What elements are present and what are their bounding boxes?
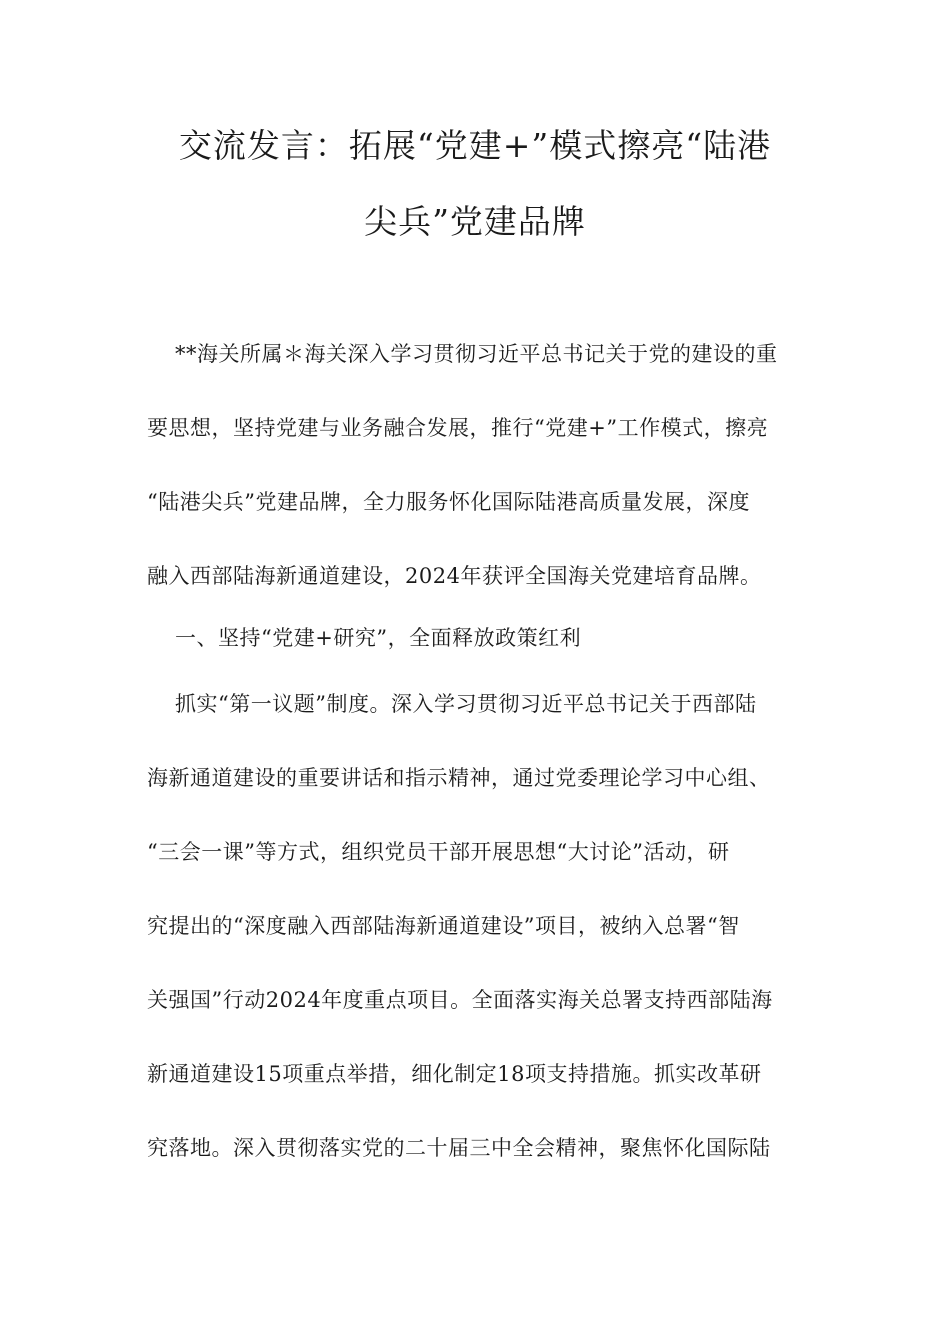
paragraph-line: **海关所属＊海关深入学习贯彻习近平总书记关于党的建设的重 (175, 342, 778, 366)
paragraph-line: 究提出的“深度融入西部陆海新通道建设”项目，被纳入总署“智 (147, 914, 740, 938)
paragraph-line: 抓实“第一议题”制度。深入学习贯彻习近平总书记关于西部陆 (175, 692, 757, 716)
paragraph-line: “陆港尖兵”党建品牌，全力服务怀化国际陆港高质量发展，深度 (147, 490, 750, 514)
paragraph-line: 融入西部陆海新通道建设，2024年获评全国海关党建培育品牌。 (147, 564, 762, 588)
section-heading: 一、坚持“党建+研究”，全面释放政策红利 (175, 626, 582, 650)
paragraph-line: 究落地。深入贯彻落实党的二十届三中全会精神，聚焦怀化国际陆 (147, 1136, 771, 1160)
paragraph-line: 要思想，坚持党建与业务融合发展，推行“党建+”工作模式，擦亮 (147, 416, 769, 440)
paragraph-line: 新通道建设15项重点举措，细化制定18项支持措施。抓实改革研 (147, 1062, 762, 1086)
paragraph-line: 关强国”行动2024年度重点项目。全面落实海关总署支持西部陆海 (147, 988, 773, 1012)
paragraph-line: 海新通道建设的重要讲话和指示精神，通过党委理论学习中心组、 (147, 766, 771, 790)
document-title-line-1: 交流发言：拓展“党建+”模式擦亮“陆港 (178, 126, 772, 165)
document-title-line-2: 尖兵”党建品牌 (364, 202, 586, 241)
paragraph-line: “三会一课”等方式，组织党员干部开展思想“大讨论”活动，研 (147, 840, 730, 864)
